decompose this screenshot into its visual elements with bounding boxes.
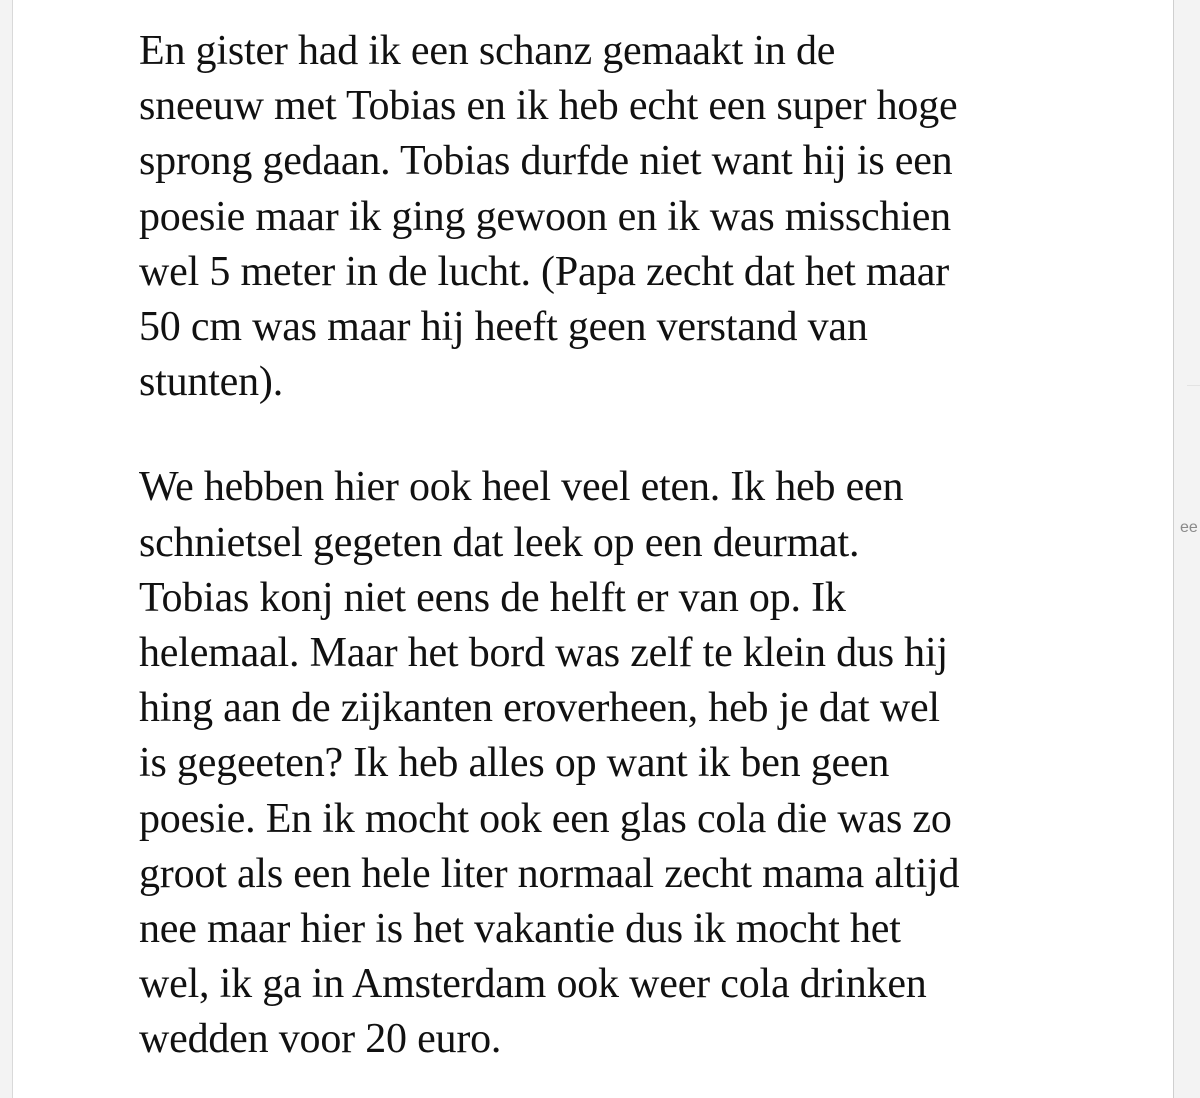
- text-line: We hebben hier ook heel veel eten. Ik heb een: [139, 464, 904, 511]
- text-line: wel, ik ga in Amsterdam ook weer cola drinken: [139, 961, 927, 1008]
- text-line: 50 cm was maar hij heeft geen verstand van: [139, 304, 868, 351]
- text-line: groot als een hele liter normaal zecht mama altijd: [139, 850, 960, 897]
- paragraph-2: [139, 460, 1139, 1067]
- text-line: wel 5 meter in de lucht. (Papa zecht dat het maar: [139, 248, 950, 295]
- text-line: poesie maar ik ging gewoon en ik was misschien: [139, 193, 951, 240]
- text-line: wedden voor 20 euro.: [139, 1016, 502, 1063]
- text-line: schnietsel gegeten dat leek op een deurmat.: [139, 519, 860, 566]
- text-line: is gegeeten? Ik heb alles op want ik ben geen: [139, 740, 890, 787]
- text-line: sneeuw met Tobias en ik heb echt een super hoge: [139, 83, 958, 130]
- text-line: Tobias konj niet eens de helft er van op. Ik: [139, 574, 846, 621]
- side-panel-divider: [1187, 385, 1200, 386]
- text-line: nee maar hier is het vakantie dus ik mocht het: [139, 906, 901, 953]
- paragraph-1: [139, 24, 1139, 410]
- side-panel-peek-text: ee: [1180, 519, 1198, 536]
- document-body: [139, 24, 1139, 1068]
- text-line: stunten).: [139, 359, 284, 406]
- document-page: [12, 0, 1174, 1098]
- text-line: hing aan de zijkanten eroverheen, heb je dat wel: [139, 685, 940, 732]
- text-line: sprong gedaan. Tobias durfde niet want hij is een: [139, 138, 953, 185]
- text-line: En gister had ik een schanz gemaakt in de: [139, 28, 836, 74]
- text-line: helemaal. Maar het bord was zelf te klein dus hij: [139, 630, 948, 677]
- text-line: poesie. En ik mocht ook een glas cola die was zo: [139, 795, 952, 842]
